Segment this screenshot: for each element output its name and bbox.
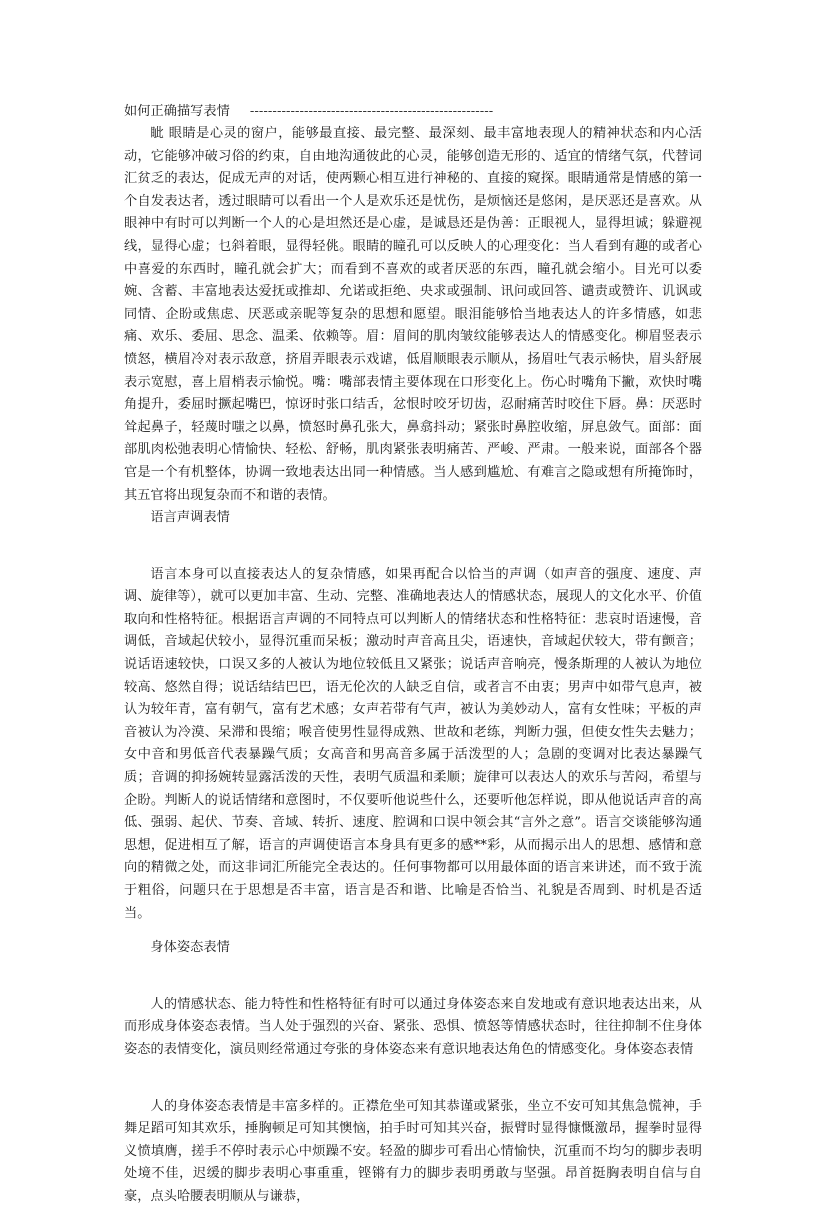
section-heading-posture: 身体姿态表情: [150, 940, 230, 956]
section-heading-voice: 语言声调表情: [150, 510, 230, 526]
paragraph-posture-intro: 人的情感状态、能力特性和性格特征有时可以通过身体姿态来自发地或有意识地表达出来，从而形成身体姿态表情。当人处于强烈的兴奋、紧张、恐惧、愤怒等情感状态时，往往抑制不住身体姿态的表情变化，演员则经常通过夸张的身体姿态来有意识地表达角色的情感变化。身体姿态表情: [124, 996, 702, 1057]
document-title: 如何正确描写表情: [124, 104, 230, 119]
document-body: [124, 101, 702, 1209]
paragraph-eyes: 眦 眼睛是心灵的窗户，能够最直接、最完整、最深刻、最丰富地表现人的精神状态和内心活动，它能够冲破习俗的约束，自由地沟通彼此的心灵，能够创造无形的、适宜的情绪气氛，代替词汇贫乏的表达，促成无声的对话，使两颗心相互进行神秘的、直接的窥探。眼睛通常是情感的第一个自发表达者，透过眼睛可以看出一个人是欢乐还是忧伤，是烦恼还是悠闲，是厌恶还是喜欢。从眼神中有时可以判断一个人的心是坦然还是心虚，是诚恳还是伪善：正眼视人，显得坦诚；躲避视线，显得心虚；乜斜着眼，显得轻佻。眼睛的瞳孔可以反映人的心理变化：当人看到有趣的或者心中喜爱的东西时，瞳孔就会扩大；而看到不喜欢的或者厌恶的东西，瞳孔就会缩小。目光可以委婉、含蓄、丰富地表达爱抚或推却、允诺或拒绝、央求或强制、讯问或回答、谴责或赞许、讥讽或同情、企盼或焦虑、厌恶或亲昵等复杂的思想和愿望。眼泪能够恰当地表达人的许多情感，如悲痛、欢乐、委屈、思念、温柔、依赖等。眉：眉间的肌肉皱纹能够表达人的情感变化。柳眉竖表示愤怒，横眉冷对表示敌意，挤眉弄眼表示戏谑，低眉顺眼表示顺从，扬眉吐气表示畅快，眉头舒展表示宽慰，喜上眉梢表示愉悦。嘴：嘴部表情主要体现在口形变化上。伤心时嘴角下撇，欢快时嘴角提升，委屈时撅起嘴巴，惊讶时张口结舌，忿恨时咬牙切齿，忍耐痛苦时咬住下唇。鼻：厌恶时耸起鼻子，轻蔑时嗤之以鼻，愤怒时鼻孔张大，鼻翕抖动；紧张时鼻腔收缩，屏息敛气。面部：面部肌肉松弛表明心情愉快、轻松、舒畅，肌肉紧张表明痛苦、严峻、严肃。一般来说，面部各个器官是一个有机整体，协调一致地表达出同一种情感。当人感到尴尬、有难言之隐或想有所掩饰时，其五官将出现复杂而不和谐的表情。: [124, 126, 702, 503]
paragraph-voice: 语言本身可以直接表达人的复杂情感，如果再配合以恰当的声调（如声音的强度、速度、声调、旋律等），就可以更加丰富、生动、完整、准确地表达人的情感状态，展现人的文化水平、价值取向和性格特征。根据语言声调的不同特点可以判断人的情绪状态和性格特征：悲哀时语速慢，音调低，音域起伏较小，显得沉重而呆板；激动时声音高且尖，语速快，音域起伏较大，带有颤音；说话语速较快，口误又多的人被认为地位较低且又紧张；说话声音响亮，慢条斯理的人被认为地位较高、悠然自得；说话结结巴巴，语无伦次的人缺乏自信，或者言不由衷；男声中如带气息声，被认为较年青，富有朝气，富有艺术感；女声若带有气声，被认为美妙动人，富有女性味；平板的声音被认为冷漠、呆滞和畏缩；喉音使男性显得成熟、世故和老练，判断力强，但使女性失去魅力；女中音和男低音代表暴躁气质；女高音和男高音多属于活泼型的人；急剧的变调对比表达暴躁气质；音调的抑扬婉转显露活泼的天性，表明气质温和柔顺；旋律可以表达人的欢乐与苦闷，希望与企盼。判断人的说话情绪和意图时，不仅要听他说些什么，还要听他怎样说，即从他说话声音的高低、强弱、起伏、节奏、音域、转折、速度、腔调和口误中领会其“言外之意”。语言交谈能够沟通思想，促进相互了解，语言的声调使语言本身具有更多的感**彩，从而揭示出人的思想、感情和意向的精微之处，而这非词汇所能完全表达的。任何事物都可以用最体面的语言来讲述，而不致于流于粗俗，问题只在于思想是否丰富，语言是否和谐、比喻是否恰当、礼貌是否周到、时机是否适当。: [124, 566, 702, 921]
title-line: [124, 101, 702, 123]
paragraph-posture-detail: 人的身体姿态表情是丰富多样的。正襟危坐可知其恭谨或紧张，坐立不安可知其焦急慌神，手舞足蹈可知其欢乐，捶胸顿足可知其懊恼，拍手时可知其兴奋，振臂时显得慷慨激昂，握拳时显得义愤填膺，搓手不停时表示心中烦躁不安。轻盈的脚步可看出心情愉快，沉重而不均匀的脚步表明处境不佳，迟缓的脚步表明心事重重，铿锵有力的脚步表明勇敢与坚强。昂首挺胸表明自信与自豪，点头哈腰表明顺从与谦恭，: [124, 1098, 702, 1204]
title-rule: ------------------------------------------------------: [249, 104, 494, 119]
